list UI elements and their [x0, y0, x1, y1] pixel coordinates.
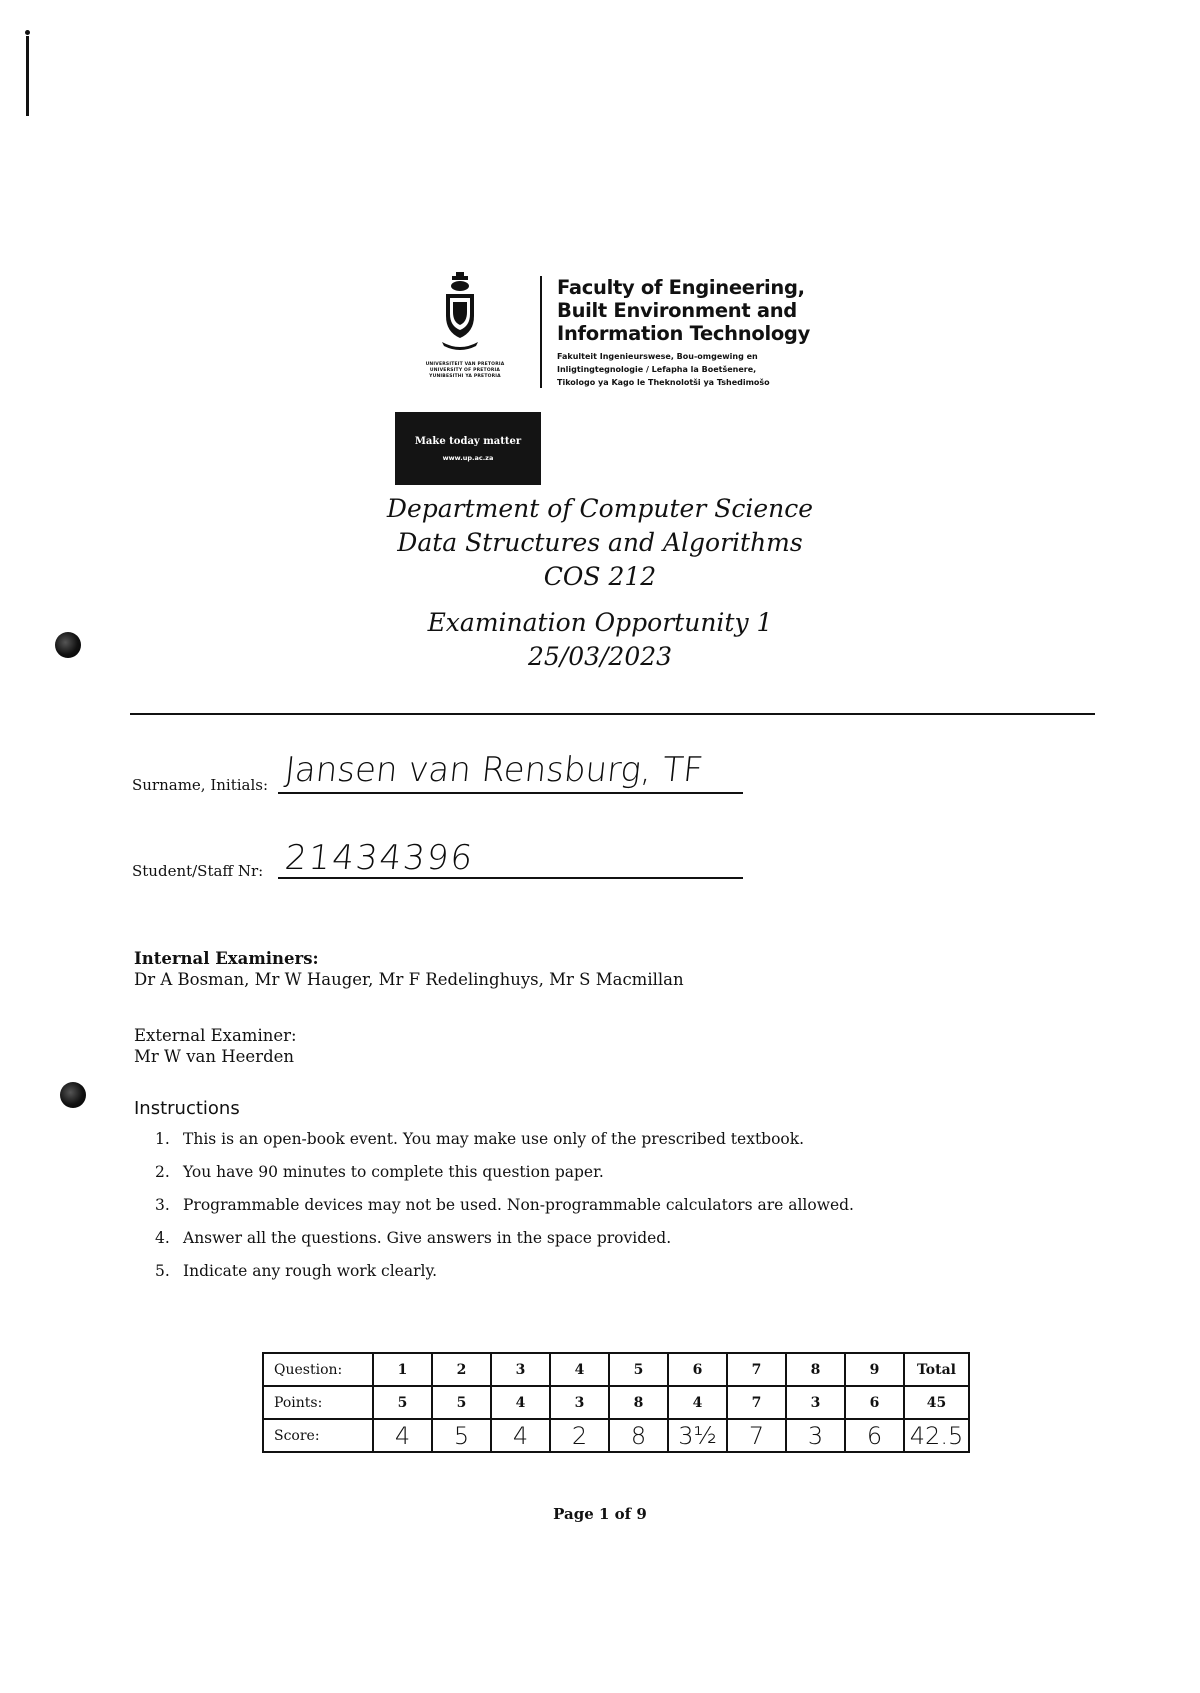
- points-cell: 8: [609, 1386, 668, 1419]
- faculty-line: Built Environment and: [557, 299, 797, 322]
- instruction-number: 5.: [155, 1262, 170, 1280]
- row-label: Question:: [263, 1353, 373, 1386]
- faculty-sub-line: Fakulteit Ingenieurswese, Bou-omgewing en: [557, 352, 758, 361]
- brand-tagline: Make today matter: [414, 436, 522, 447]
- instruction-item: [155, 1262, 854, 1295]
- surname-line: [278, 792, 743, 794]
- instruction-text: Answer all the questions. Give answers in the space provided.: [183, 1229, 672, 1247]
- score-cell[interactable]: 2: [550, 1419, 609, 1452]
- question-cell: 7: [727, 1353, 786, 1386]
- row-label: Points:: [263, 1386, 373, 1419]
- instruction-item: [155, 1163, 854, 1196]
- department-title: Department of Computer Science: [386, 494, 814, 523]
- surname-value[interactable]: Jansen van Rensburg, TF: [282, 750, 705, 790]
- university-line: UNIVERSITY OF PRETORIA: [429, 368, 501, 373]
- module-title: Data Structures and Algorithms: [397, 528, 803, 557]
- score-cell[interactable]: 7: [727, 1419, 786, 1452]
- score-table: [262, 1352, 970, 1453]
- university-line: YUNIBESITHI YA PRETORIA: [429, 374, 501, 379]
- question-row: [263, 1353, 969, 1386]
- instruction-number: 1.: [155, 1130, 170, 1148]
- student-number-label: Student/Staff Nr:: [132, 862, 264, 880]
- instruction-item: [155, 1196, 854, 1229]
- points-cell: 3: [786, 1386, 845, 1419]
- university-line: UNIVERSITEIT VAN PRETORIA: [425, 362, 505, 367]
- row-label: Score:: [263, 1419, 373, 1452]
- module-code: COS 212: [543, 562, 657, 591]
- points-total-cell: 45: [904, 1386, 969, 1419]
- score-cell[interactable]: 5: [432, 1419, 491, 1452]
- punch-hole-bottom: [60, 1082, 86, 1108]
- question-cell: 6: [668, 1353, 727, 1386]
- brand-box: [395, 412, 541, 485]
- points-cell: 5: [373, 1386, 432, 1419]
- instruction-text: This is an open-book event. You may make use only of the prescribed textbook.: [183, 1130, 805, 1148]
- exam-date: 25/03/2023: [527, 642, 673, 671]
- exam-title-block: [0, 492, 1200, 674]
- exam-opportunity: Examination Opportunity 1: [427, 608, 773, 637]
- instruction-text: Indicate any rough work clearly.: [183, 1262, 438, 1280]
- instruction-item: [155, 1130, 854, 1163]
- question-total-cell: Total: [904, 1353, 969, 1386]
- faculty-sub-line: Inligtingtegnologie / Lefapha la Boetšenere,: [557, 365, 757, 374]
- points-cell: 7: [727, 1386, 786, 1419]
- faculty-name: [557, 276, 810, 345]
- points-cell: 5: [432, 1386, 491, 1419]
- score-total-cell[interactable]: 42.5: [904, 1419, 969, 1452]
- faculty-translations: [557, 350, 817, 389]
- question-cell: 8: [786, 1353, 845, 1386]
- faculty-line: Faculty of Engineering,: [557, 276, 805, 299]
- points-cell: 3: [550, 1386, 609, 1419]
- logo-divider: [540, 276, 542, 388]
- question-cell: 1: [373, 1353, 432, 1386]
- brand-website: www.up.ac.za: [442, 454, 494, 462]
- score-row: [263, 1419, 969, 1452]
- external-examiner-label: External Examiner:: [134, 1026, 297, 1045]
- faculty-sub-line: Tikologo ya Kago le Theknolotši ya Tshedimošo: [557, 378, 770, 387]
- score-cell[interactable]: 6: [845, 1419, 904, 1452]
- instruction-number: 3.: [155, 1196, 170, 1214]
- instruction-item: [155, 1229, 854, 1262]
- scan-mark-dot: [25, 30, 30, 35]
- question-cell: 4: [550, 1353, 609, 1386]
- score-cell[interactable]: 4: [373, 1419, 432, 1452]
- score-cell[interactable]: 8: [609, 1419, 668, 1452]
- points-cell: 4: [491, 1386, 550, 1419]
- header-rule: [130, 713, 1095, 715]
- points-cell: 4: [668, 1386, 727, 1419]
- instruction-number: 4.: [155, 1229, 170, 1247]
- question-cell: 2: [432, 1353, 491, 1386]
- university-name-lines: [410, 362, 520, 380]
- faculty-line: Information Technology: [557, 322, 810, 345]
- student-number-value[interactable]: 21434396: [282, 838, 477, 878]
- surname-label: Surname, Initials:: [132, 776, 269, 794]
- question-cell: 3: [491, 1353, 550, 1386]
- scan-mark-line: [26, 36, 29, 116]
- instruction-number: 2.: [155, 1163, 170, 1181]
- points-row: [263, 1386, 969, 1419]
- instruction-text: You have 90 minutes to complete this question paper.: [183, 1163, 604, 1181]
- instructions-list: [155, 1130, 854, 1295]
- university-crest-icon: [440, 272, 480, 352]
- instructions-title: Instructions: [134, 1098, 240, 1119]
- external-examiner-name: Mr W van Heerden: [134, 1047, 295, 1066]
- instruction-text: Programmable devices may not be used. Non-programmable calculators are allowed.: [183, 1196, 854, 1214]
- question-cell: 9: [845, 1353, 904, 1386]
- internal-examiners-names: Dr A Bosman, Mr W Hauger, Mr F Redelinghuys, Mr S Macmillan: [134, 970, 684, 989]
- points-cell: 6: [845, 1386, 904, 1419]
- score-cell[interactable]: 3: [786, 1419, 845, 1452]
- question-cell: 5: [609, 1353, 668, 1386]
- internal-examiners-label: Internal Examiners:: [134, 949, 319, 968]
- score-cell[interactable]: 4: [491, 1419, 550, 1452]
- score-cell[interactable]: 3½: [668, 1419, 727, 1452]
- page-number: Page 1 of 9: [553, 1505, 647, 1523]
